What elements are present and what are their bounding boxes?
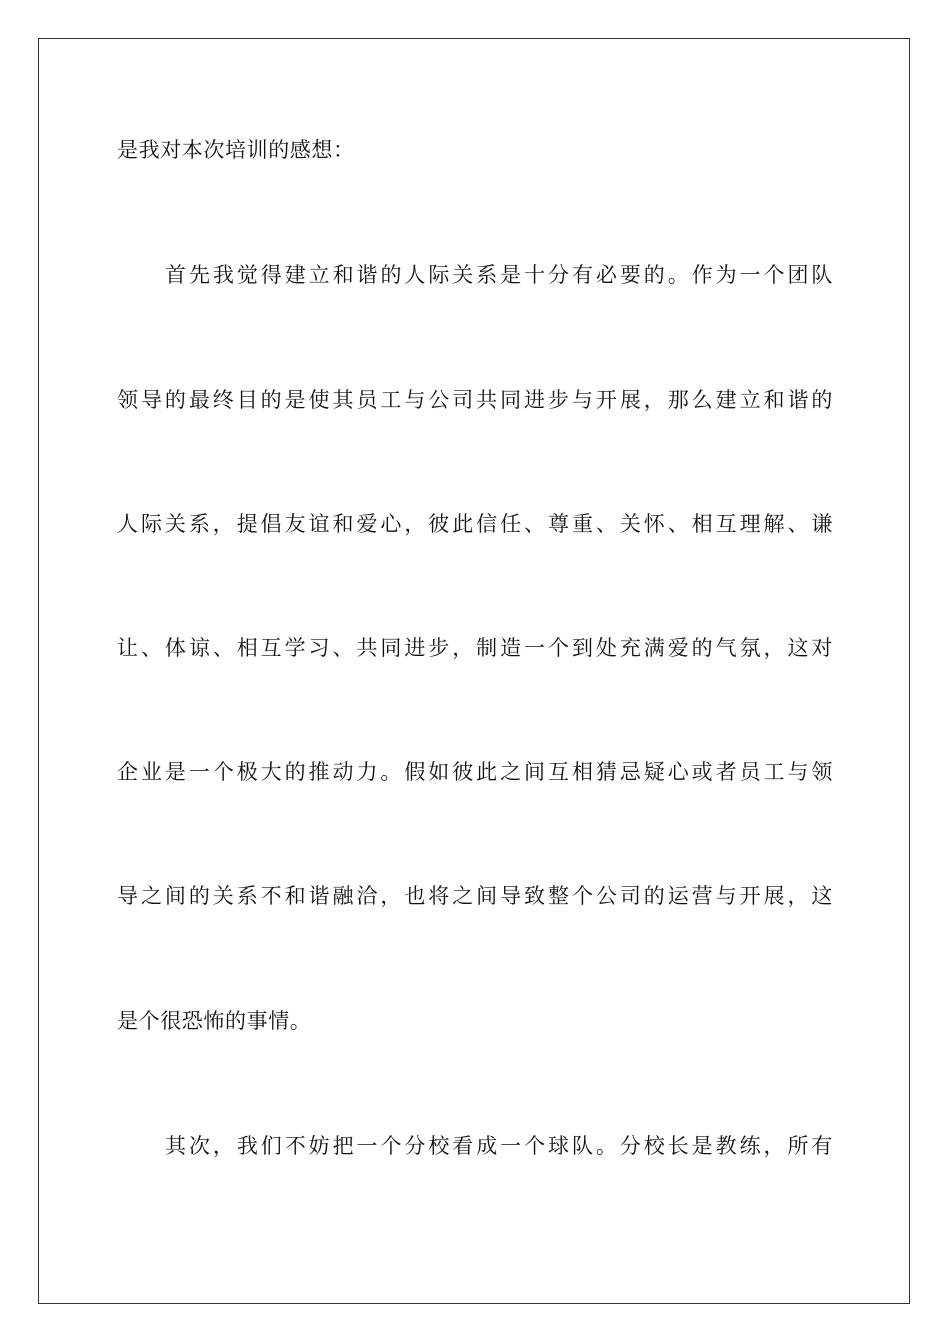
text-line-7: 导之间的关系不和谐融洽，也将之间导致整个公司的运营与开展，这	[117, 884, 833, 908]
text-line-1: 是我对本次培训的感想：	[117, 138, 355, 162]
text-line-9: 其次，我们不妨把一个分校看成一个球队。分校长是教练，所有	[165, 1134, 833, 1158]
text-line-4: 人际关系，提倡友谊和爱心，彼此信任、尊重、关怀、相互理解、谦	[117, 512, 833, 536]
text-line-5: 让、体谅、相互学习、共同进步，制造一个到处充满爱的气氛，这对	[117, 636, 833, 660]
page-border	[38, 38, 910, 1304]
text-line-8: 是个很恐怖的事情。	[117, 1009, 312, 1033]
text-line-6: 企业是一个极大的推动力。假如彼此之间互相猜忌疑心或者员工与领	[117, 760, 833, 784]
text-line-2: 首先我觉得建立和谐的人际关系是十分有必要的。作为一个团队	[165, 263, 833, 287]
text-line-3: 领导的最终目的是使其员工与公司共同进步与开展，那么建立和谐的	[117, 388, 833, 412]
